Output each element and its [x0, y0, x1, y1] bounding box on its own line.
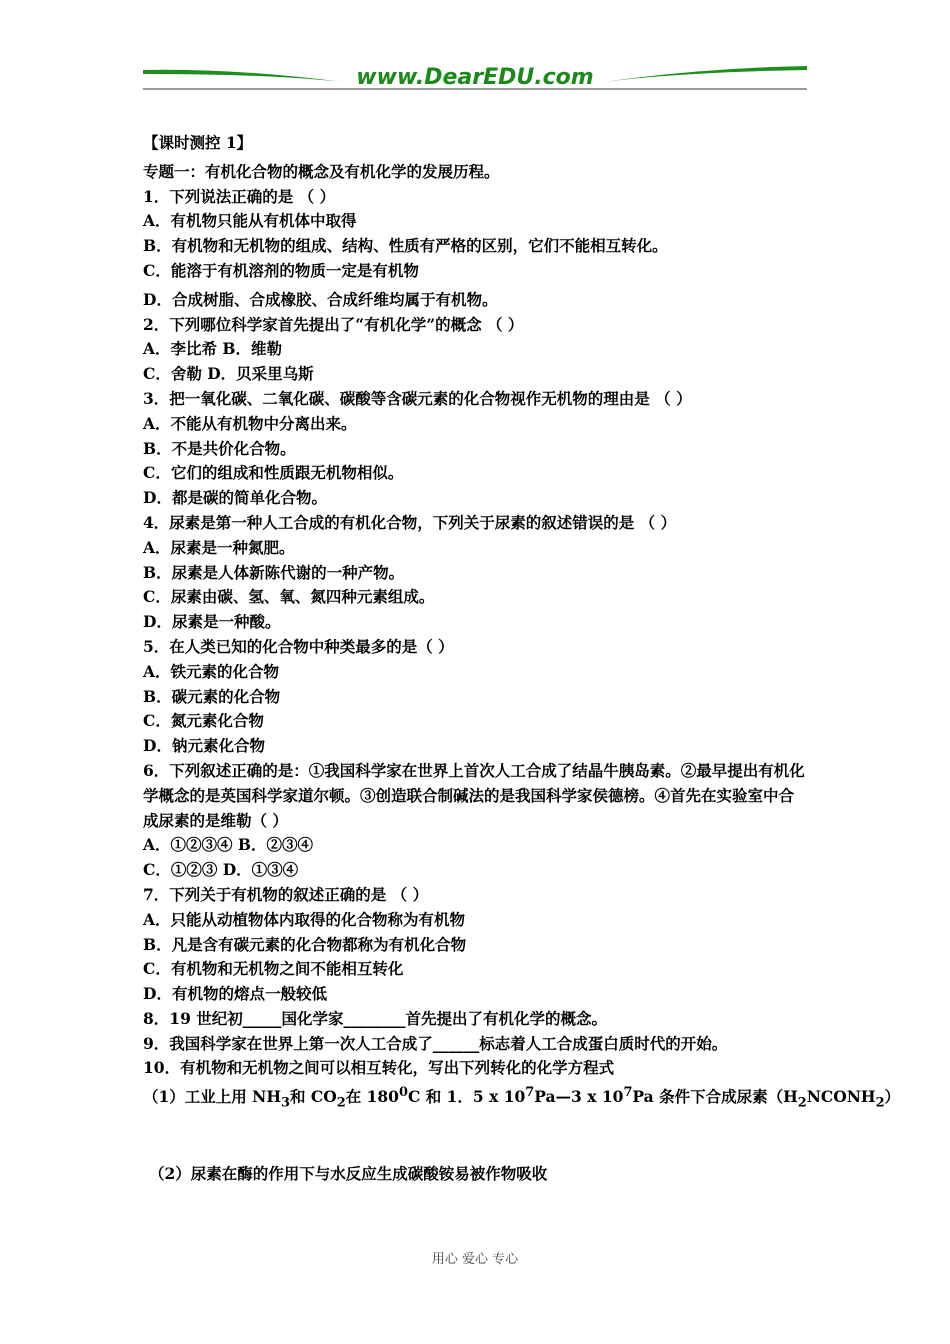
question-1-option-a: A．有机物只能从有机体中取得	[143, 211, 357, 231]
question-5-stem: 5．在人类已知的化合物中种类最多的是（ ）	[143, 636, 454, 656]
question-1-option-b: B．有机物和无机物的组成、结构、性质有严格的区别，它们不能相互转化。	[143, 236, 668, 256]
question-7-option-d: D．有机物的熔点一般较低	[143, 984, 327, 1004]
section-title: 【课时测控 1】	[143, 133, 253, 152]
question-9: 9．我国科学家在世界上第一次人工合成了______标志着人工合成蛋白质时代的开始。	[143, 1033, 728, 1053]
question-3-option-a: A．不能从有机物中分离出来。	[143, 413, 357, 433]
left-swoosh-shape	[143, 70, 343, 82]
page-footer: 用心 爱心 专心	[431, 1252, 519, 1267]
q10-p1-sub-co2: 2	[336, 1095, 346, 1111]
question-3-option-c: C．它们的组成和性质跟无机物相似。	[143, 463, 404, 483]
q10-p1-sup-degree: 0	[398, 1085, 408, 1101]
q10-p1-text-7: ）	[884, 1087, 901, 1107]
q10-p1-text-2: 在 180	[345, 1087, 399, 1107]
site-logo-text: www.DearEDU.com	[356, 65, 594, 90]
question-3-option-d: D．都是碳的简单化合物。	[143, 488, 327, 508]
question-10-stem: 10．有机物和无机物之间可以相互转化，写出下列转化的化学方程式	[143, 1058, 615, 1078]
question-1-stem: 1．下列说法正确的是 （ ）	[143, 186, 336, 206]
question-4-stem: 4．尿素是第一种人工合成的有机化合物，下列关于尿素的叙述错误的是 （ ）	[143, 512, 677, 532]
question-2-options-ab: A．李比希 B．维勒	[143, 339, 283, 359]
question-1-option-c: C．能溶于有机溶剂的物质一定是有机物	[143, 260, 419, 280]
question-2-options-cd: C．舍勒 D．贝采里乌斯	[143, 364, 314, 384]
question-3-stem: 3．把一氧化碳、二氧化碳、碳酸等含碳元素的化合物视作无机物的理由是 （ ）	[143, 388, 692, 408]
question-5-option-c: C．氮元素化合物	[143, 711, 264, 731]
document-content	[143, 131, 901, 1187]
question-4-option-c: C．尿素由碳、氢、氧、氮四种元素组成。	[143, 587, 435, 607]
question-5-option-d: D．钠元素化合物	[143, 736, 265, 756]
right-swoosh-shape	[603, 66, 807, 82]
question-10-part-2: （2）尿素在酶的作用下与水反应生成碳酸铵易被作物吸收	[149, 1164, 548, 1184]
q10-p1-sub-nh2: 2	[875, 1095, 885, 1111]
q10-p1-prefix: （1）工业上用 NH	[143, 1087, 281, 1107]
question-6-options-ab: A．①②③④ B．②③④	[143, 835, 314, 855]
question-3-option-b: B．不是共价化合物。	[143, 438, 296, 458]
question-4-option-b: B．尿素是人体新陈代谢的一种产物。	[143, 562, 405, 582]
question-2-stem: 2．下列哪位科学家首先提出了“有机化学”的概念 （ ）	[143, 314, 524, 334]
question-5-option-a: A．铁元素的化合物	[143, 661, 280, 681]
header-banner-graphic	[143, 58, 807, 92]
question-1-option-d: D．合成树脂、合成橡胶、合成纤维均属于有机物。	[143, 289, 498, 309]
question-5-option-b: B．碳元素的化合物	[143, 686, 281, 706]
q10-p1-sup-exp-1: 7	[525, 1085, 535, 1101]
question-4-option-d: D．尿素是一种酸。	[143, 612, 281, 632]
question-7-option-a: A．只能从动植物体内取得的化合物称为有机物	[143, 909, 466, 929]
question-6-stem: 6．下列叙述正确的是：①我国科学家在世界上首次人工合成了结晶牛胰岛素。②最早提出有机化学概念的是英国科学家道尔顿。③创造联合制碱法的是我国科学家侯德榜。④首先在实验室中合成尿素的是维勒（ ）	[143, 760, 805, 830]
q10-p1-text-1: 和 CO	[289, 1087, 337, 1107]
question-7-option-c: C．有机物和无机物之间不能相互转化	[143, 959, 404, 979]
question-7-stem: 7．下列关于有机物的叙述正确的是 （ ）	[143, 884, 429, 904]
q10-p1-text-6: NCONH	[806, 1087, 876, 1107]
question-7-option-b: B．凡是含有碳元素的化合物都称为有机化合物	[143, 934, 467, 954]
q10-p1-sup-exp-2: 7	[623, 1085, 633, 1101]
q10-p1-sub-h2: 2	[797, 1095, 807, 1111]
question-6-options-cd: C．①②③ D．①③④	[143, 860, 299, 880]
site-header-banner	[143, 58, 807, 92]
topic-heading: 专题一：有机化合物的概念及有机化学的发展历程。	[143, 161, 500, 181]
question-8: 8．19 世纪初_____国化学家________首先提出了有机化学的概念。	[143, 1008, 608, 1028]
question-10-part-1	[143, 1081, 901, 1111]
q10-p1-text-4: Pa—3 x 10	[534, 1087, 624, 1107]
q10-p1-text-5: Pa 条件下合成尿素（H	[632, 1087, 798, 1107]
q10-p1-sub-nh3: 3	[281, 1095, 290, 1111]
question-4-option-a: A．尿素是一种氮肥。	[143, 537, 295, 557]
q10-p1-text-3: C 和 1．5 x 10	[407, 1087, 526, 1107]
